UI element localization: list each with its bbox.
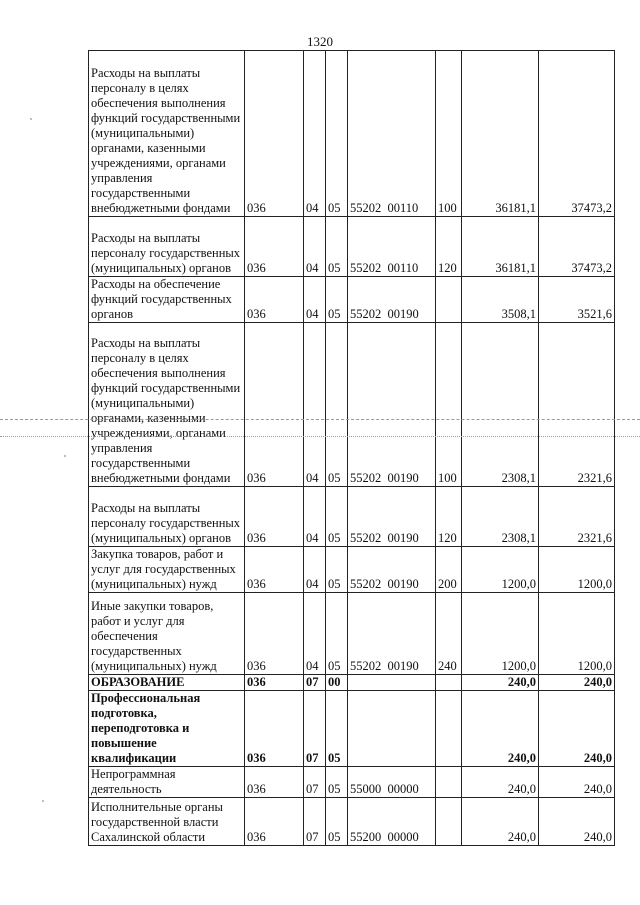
subsection-code: 05 (326, 691, 348, 767)
amount-year-1: 3508,1 (462, 277, 539, 323)
row-name: Расходы на выплаты персоналу в целях обеспечения выполнения функций государственными (муниципальными) органами, казенными учреждениями, органами управления государственными внебюджетными фондами (89, 323, 245, 487)
target-code-part-a: 55200 (350, 830, 382, 844)
table-row (89, 217, 615, 277)
section-code: 07 (304, 675, 326, 691)
ministry-code: 036 (245, 767, 304, 798)
amount-year-1: 36181,1 (462, 217, 539, 277)
expense-type-code: 240 (436, 593, 462, 675)
subsection-code: 05 (326, 277, 348, 323)
expense-type-code (436, 798, 462, 846)
target-code-part-a: 55202 (350, 471, 382, 485)
target-code-part-b: 00190 (387, 471, 419, 485)
expense-type-code (436, 277, 462, 323)
amount-year-2: 2321,6 (539, 487, 615, 547)
ministry-code: 036 (245, 487, 304, 547)
ministry-code: 036 (245, 547, 304, 593)
target-code-part-b: 00190 (387, 659, 419, 673)
section-code: 04 (304, 593, 326, 675)
target-code-part-a: 55202 (350, 201, 382, 215)
section-code: 04 (304, 547, 326, 593)
target-code-part-a: 55202 (350, 261, 382, 275)
target-article-code (348, 487, 436, 547)
target-code-part-b: 00110 (387, 201, 419, 215)
table-body (89, 51, 615, 846)
table-row (89, 547, 615, 593)
amount-year-1: 2308,1 (462, 487, 539, 547)
table-row (89, 51, 615, 217)
amount-year-1: 240,0 (462, 691, 539, 767)
target-code-part-b: 00190 (387, 577, 419, 591)
target-article-code (348, 217, 436, 277)
section-code: 04 (304, 323, 326, 487)
target-code-part-b: 00110 (387, 261, 419, 275)
row-name: Профессиональная подготовка, переподготовка и повышение квалификации (89, 691, 245, 767)
amount-year-1: 240,0 (462, 767, 539, 798)
amount-year-2: 2321,6 (539, 323, 615, 487)
table-row (89, 277, 615, 323)
amount-year-2: 1200,0 (539, 547, 615, 593)
subsection-code: 05 (326, 767, 348, 798)
table-row (89, 767, 615, 798)
ministry-code: 036 (245, 691, 304, 767)
target-article-code (348, 323, 436, 487)
table-row (89, 798, 615, 846)
amount-year-2: 240,0 (539, 675, 615, 691)
target-code-part-b: 00000 (387, 782, 419, 796)
target-article-code (348, 51, 436, 217)
table-row (89, 487, 615, 547)
expense-type-code (436, 767, 462, 798)
ministry-code: 036 (245, 217, 304, 277)
expense-type-code: 120 (436, 217, 462, 277)
amount-year-2: 37473,2 (539, 217, 615, 277)
row-name: Закупка товаров, работ и услуг для государственных (муниципальных) нужд (89, 547, 245, 593)
ministry-code: 036 (245, 593, 304, 675)
section-code: 04 (304, 277, 326, 323)
ministry-code: 036 (245, 51, 304, 217)
target-code-part-b: 00190 (387, 307, 419, 321)
row-name: ОБРАЗОВАНИЕ (89, 675, 245, 691)
section-code: 04 (304, 487, 326, 547)
target-code-part-a: 55000 (350, 782, 382, 796)
subsection-code: 05 (326, 51, 348, 217)
target-article-code (348, 547, 436, 593)
scan-speck (30, 118, 32, 120)
amount-year-1: 1200,0 (462, 593, 539, 675)
scan-speck (64, 455, 66, 457)
target-article-code (348, 593, 436, 675)
row-name: Расходы на выплаты персоналу государственных (муниципальных) органов (89, 217, 245, 277)
target-code-part-b: 00000 (387, 830, 419, 844)
section-code: 07 (304, 767, 326, 798)
subsection-code: 05 (326, 487, 348, 547)
subsection-code: 05 (326, 547, 348, 593)
target-code-part-a: 55202 (350, 531, 382, 545)
expense-type-code: 100 (436, 51, 462, 217)
row-name: Исполнительные органы государственной власти Сахалинской области (89, 798, 245, 846)
section-code: 07 (304, 691, 326, 767)
ministry-code: 036 (245, 675, 304, 691)
section-code: 04 (304, 51, 326, 217)
budget-table (88, 50, 615, 846)
target-code-part-a: 55202 (350, 577, 382, 591)
row-name: Непрограммная деятельность (89, 767, 245, 798)
target-article-code (348, 798, 436, 846)
scan-speck (42, 800, 44, 802)
target-code-part-a: 55202 (350, 659, 382, 673)
expense-type-code: 120 (436, 487, 462, 547)
target-code-part-b: 00190 (387, 531, 419, 545)
expense-type-code (436, 675, 462, 691)
subsection-code: 05 (326, 217, 348, 277)
scan-artifact-line (0, 436, 640, 437)
amount-year-2: 1200,0 (539, 593, 615, 675)
expense-type-code (436, 691, 462, 767)
table-row (89, 593, 615, 675)
target-article-code (348, 277, 436, 323)
amount-year-2: 240,0 (539, 767, 615, 798)
amount-year-1: 36181,1 (462, 51, 539, 217)
row-name: Расходы на выплаты персоналу в целях обеспечения выполнения функций государственными (муниципальными) органами, казенными учреждениями, органами управления государственными внебюджетными фондами (89, 51, 245, 217)
section-code: 04 (304, 217, 326, 277)
subsection-code: 05 (326, 798, 348, 846)
row-name: Расходы на обеспечение функций государственных органов (89, 277, 245, 323)
table-row (89, 323, 615, 487)
amount-year-2: 3521,6 (539, 277, 615, 323)
amount-year-2: 37473,2 (539, 51, 615, 217)
target-article-code (348, 675, 436, 691)
subsection-code: 05 (326, 593, 348, 675)
ministry-code: 036 (245, 277, 304, 323)
ministry-code: 036 (245, 323, 304, 487)
target-article-code (348, 767, 436, 798)
row-name: Расходы на выплаты персоналу государственных (муниципальных) органов (89, 487, 245, 547)
scan-artifact-line (0, 419, 640, 420)
expense-type-code: 200 (436, 547, 462, 593)
subsection-code: 05 (326, 323, 348, 487)
row-name: Иные закупки товаров, работ и услуг для обеспечения государственных (муниципальных) нужд (89, 593, 245, 675)
subsection-code: 00 (326, 675, 348, 691)
target-article-code (348, 691, 436, 767)
section-code: 07 (304, 798, 326, 846)
amount-year-1: 1200,0 (462, 547, 539, 593)
ministry-code: 036 (245, 798, 304, 846)
target-code-part-a: 55202 (350, 307, 382, 321)
amount-year-1: 2308,1 (462, 323, 539, 487)
page-number: 1320 (307, 34, 333, 49)
table-row (89, 691, 615, 767)
table-row (89, 675, 615, 691)
amount-year-2: 240,0 (539, 691, 615, 767)
expense-type-code: 100 (436, 323, 462, 487)
amount-year-2: 240,0 (539, 798, 615, 846)
amount-year-1: 240,0 (462, 675, 539, 691)
amount-year-1: 240,0 (462, 798, 539, 846)
